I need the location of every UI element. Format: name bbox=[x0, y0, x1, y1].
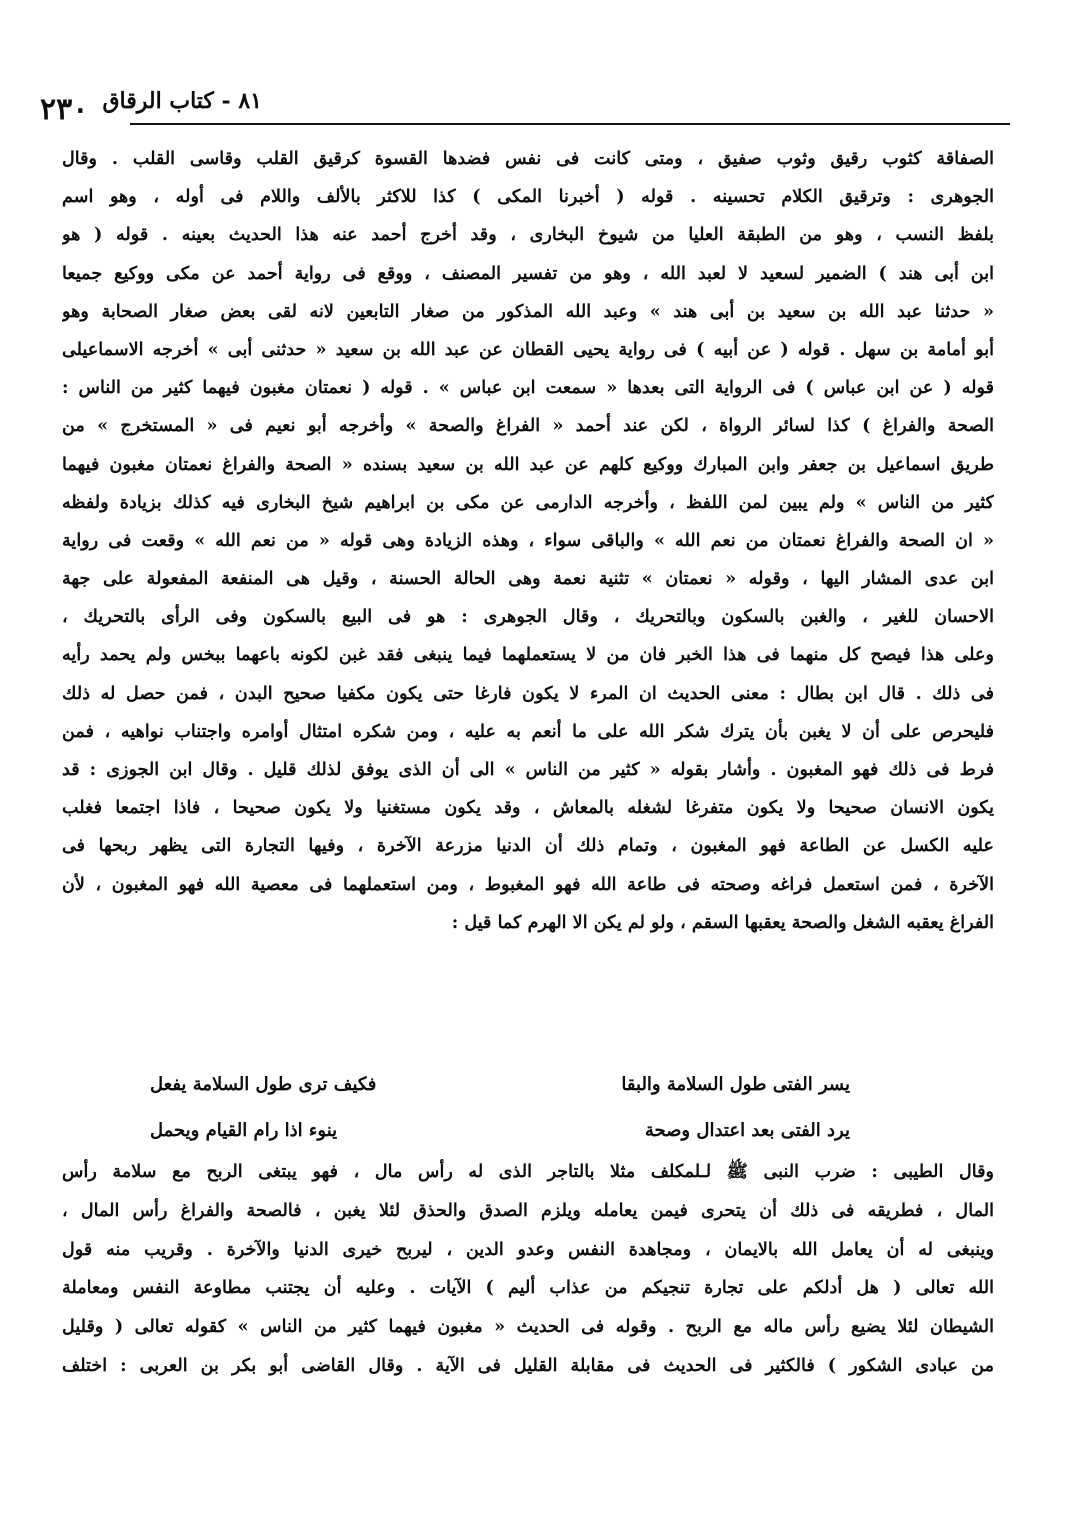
poem-verses bbox=[150, 1062, 850, 1154]
text-line: أبو أمامة بن سهل . قوله ( عن أبيه ) فى رواية يحيى القطان عن عبد الله بن سعيد « حدثنى أبى » أخرجه الاسماعيلى bbox=[62, 338, 994, 360]
text-line: وعلى هذا فيصح كل منهما فى هذا الخبر فان من لا يستعملهما فيما ينبغى فقد غبن لكونه باعهما ببخس ولم يحمد رأيه bbox=[62, 644, 994, 666]
text-line: وينبغى له أن يعامل الله بالايمان ، ومجاهدة النفس وعدو الدين ، ليربح خيرى الدنيا والآخرة . وقريب منه قول bbox=[62, 1238, 994, 1260]
verse-second-hemistich: ينوء اذا رام القيام ويحمل bbox=[150, 1120, 338, 1141]
text-line: عليه الكسل عن الطاعة فهو المغبون ، وتمام ذلك أن الدنيا مزرعة الآخرة ، وفيها التجارة التى يظهر ربحها فى bbox=[62, 835, 994, 857]
text-line: طريق اسماعيل بن جعفر وابن المبارك ووكيع كلهم عن عبد الله بن سعيد بسنده « الصحة والفراغ نعمتان مغبون فيهما bbox=[62, 453, 994, 475]
text-line: وقال الطيبى : ضرب النبى ﷺ لـلمكلف مثلا بالتاجر الذى له رأس مال ، فهو يبتغى الربح مع سلامة رأس bbox=[62, 1161, 994, 1182]
verse-line bbox=[150, 1108, 850, 1154]
verse-line bbox=[150, 1062, 850, 1108]
text-line: الفراغ يعقبه الشغل والصحة يعقبها السقم ، ولو لم يكن الا الهرم كما قيل : bbox=[451, 911, 994, 933]
page-number: ٢٣٠ bbox=[40, 92, 89, 127]
verse-first-hemistich: يرد الفتى بعد اعتدال وصحة bbox=[644, 1120, 850, 1141]
text-line: فرط فى ذلك فهو المغبون . وأشار بقوله « كثير من الناس » الى أن الذى يوفق لذلك قليل . وقال ابن الجوزى : قد bbox=[62, 759, 994, 780]
text-line: فى ذلك . قال ابن بطال : معنى الحديث ان المرء لا يكون فارغا حتى يكون مكفيا صحيح البدن ، فمن حصل له ذلك bbox=[62, 682, 994, 704]
text-line: المال ، فطريقه فى ذلك أن يتحرى فيمن يعامله ويلزم الصدق والحذق لئلا يغبن ، فالصحة والفراغ رأس المال ، bbox=[62, 1199, 994, 1221]
text-line: الله تعالى ( هل أدلكم على تجارة تنجيكم من عذاب أليم ) الآيات . وعليه أن يجتنب مطاوعة النفس ومعاملة bbox=[62, 1277, 994, 1299]
text-line: من عبادى الشكور ) فالكثير فى الحديث فى مقابلة القليل فى الآية . وقال القاضى أبو بكر بن العربى : اختلف bbox=[62, 1354, 994, 1376]
text-line: الجوهرى : وترقيق الكلام تحسينه . قوله ( أخبرنا المكى ) كذا للاكثر بالألف واللام فى أوله ، وهو اسم bbox=[62, 186, 994, 208]
text-line: « حدثنا عبد الله بن سعيد بن أبى هند » وعبد الله المذكور من صغار التابعين لانه لقى بعض صغار الصحابة وهو bbox=[62, 300, 994, 322]
text-line: الآخرة ، فمن استعمل فراغه وصحته فى طاعة الله فهو المغبوط ، ومن استعملهما فى معصية الله فهو المغبون ، لأن bbox=[62, 873, 994, 895]
text-line: بلفظ النسب ، وهو من الطبقة العليا من شيوخ البخارى ، وقد أخرج أحمد عنه هذا الحديث بعينه . قوله ( هو bbox=[62, 224, 994, 246]
commentary-text bbox=[62, 140, 994, 942]
text-line: ابن عدى المشار اليها ، وقوله « نعمتان » تثنية نعمة وهى الحالة الحسنة ، وقيل هى المنفعة المفعولة على جهة bbox=[62, 568, 994, 590]
text-line: كثير من الناس » ولم يبين لمن اللفظ ، وأخرجه الدارمى عن مكى بن ابراهيم شيخ البخارى فيه كذلك بزيادة ولفظه bbox=[62, 491, 994, 513]
text-line: الصفاقة كثوب رقيق وثوب صفيق ، ومتى كانت فى نفس فضدها القسوة كرقيق القلب وقاسى القلب . وقال bbox=[62, 148, 994, 169]
text-line: قوله ( عن ابن عباس ) فى الرواية التى بعدها « سمعت ابن عباس » . قوله ( نعمتان مغبون فيهما كثير من الناس : bbox=[62, 377, 994, 399]
text-line: فليحرص على أن لا يغبن بأن يترك شكر الله على ما أنعم به عليه ، ومن شكره امتثال أوامره واجتناب نواهيه ، فمن bbox=[62, 720, 994, 742]
text-line: الاحسان للغير ، والغبن بالسكون وبالتحريك ، وقال الجوهرى : هو فى البيع بالسكون وفى الرأى بالتحريك ، bbox=[62, 606, 994, 628]
running-title: ٨١ - كتاب الرقاق bbox=[102, 88, 262, 114]
text-line: يكون الانسان صحيحا ولا يكون متفرغا لشغله بالمعاش ، وقد يكون مستغنيا ولا يكون صحيحا ، فاذا اجتمعا فغلب bbox=[62, 797, 994, 819]
verse-second-hemistich: فكيف ترى طول السلامة يفعل bbox=[150, 1074, 377, 1095]
text-line: ابن أبى هند ) الضمير لسعيد لا لعبد الله ، وهو من تفسير المصنف ، ووقع فى رواية أحمد عن مكى ووكيع جميعا bbox=[62, 262, 994, 284]
commentary-text-continued bbox=[62, 1153, 994, 1386]
text-line: الشيطان لئلا يضيع رأس ماله مع الربح . وقوله فى الحديث « مغبون فيهما كثير من الناس » كقوله تعالى ( وقليل bbox=[62, 1316, 994, 1338]
text-line: « ان الصحة والفراغ نعمتان من نعم الله » والباقى سواء ، وهذه الزيادة وهى قوله « من نعم الله » وقعت فى رواية bbox=[62, 529, 994, 551]
text-line: الصحة والفراغ ) كذا لسائر الرواة ، لكن عند أحمد « الفراغ والصحة » وأخرجه أبو نعيم فى « المستخرج » من bbox=[62, 415, 994, 437]
header-rule bbox=[130, 123, 1010, 125]
verse-first-hemistich: يسر الفتى طول السلامة والبقا bbox=[621, 1074, 850, 1095]
